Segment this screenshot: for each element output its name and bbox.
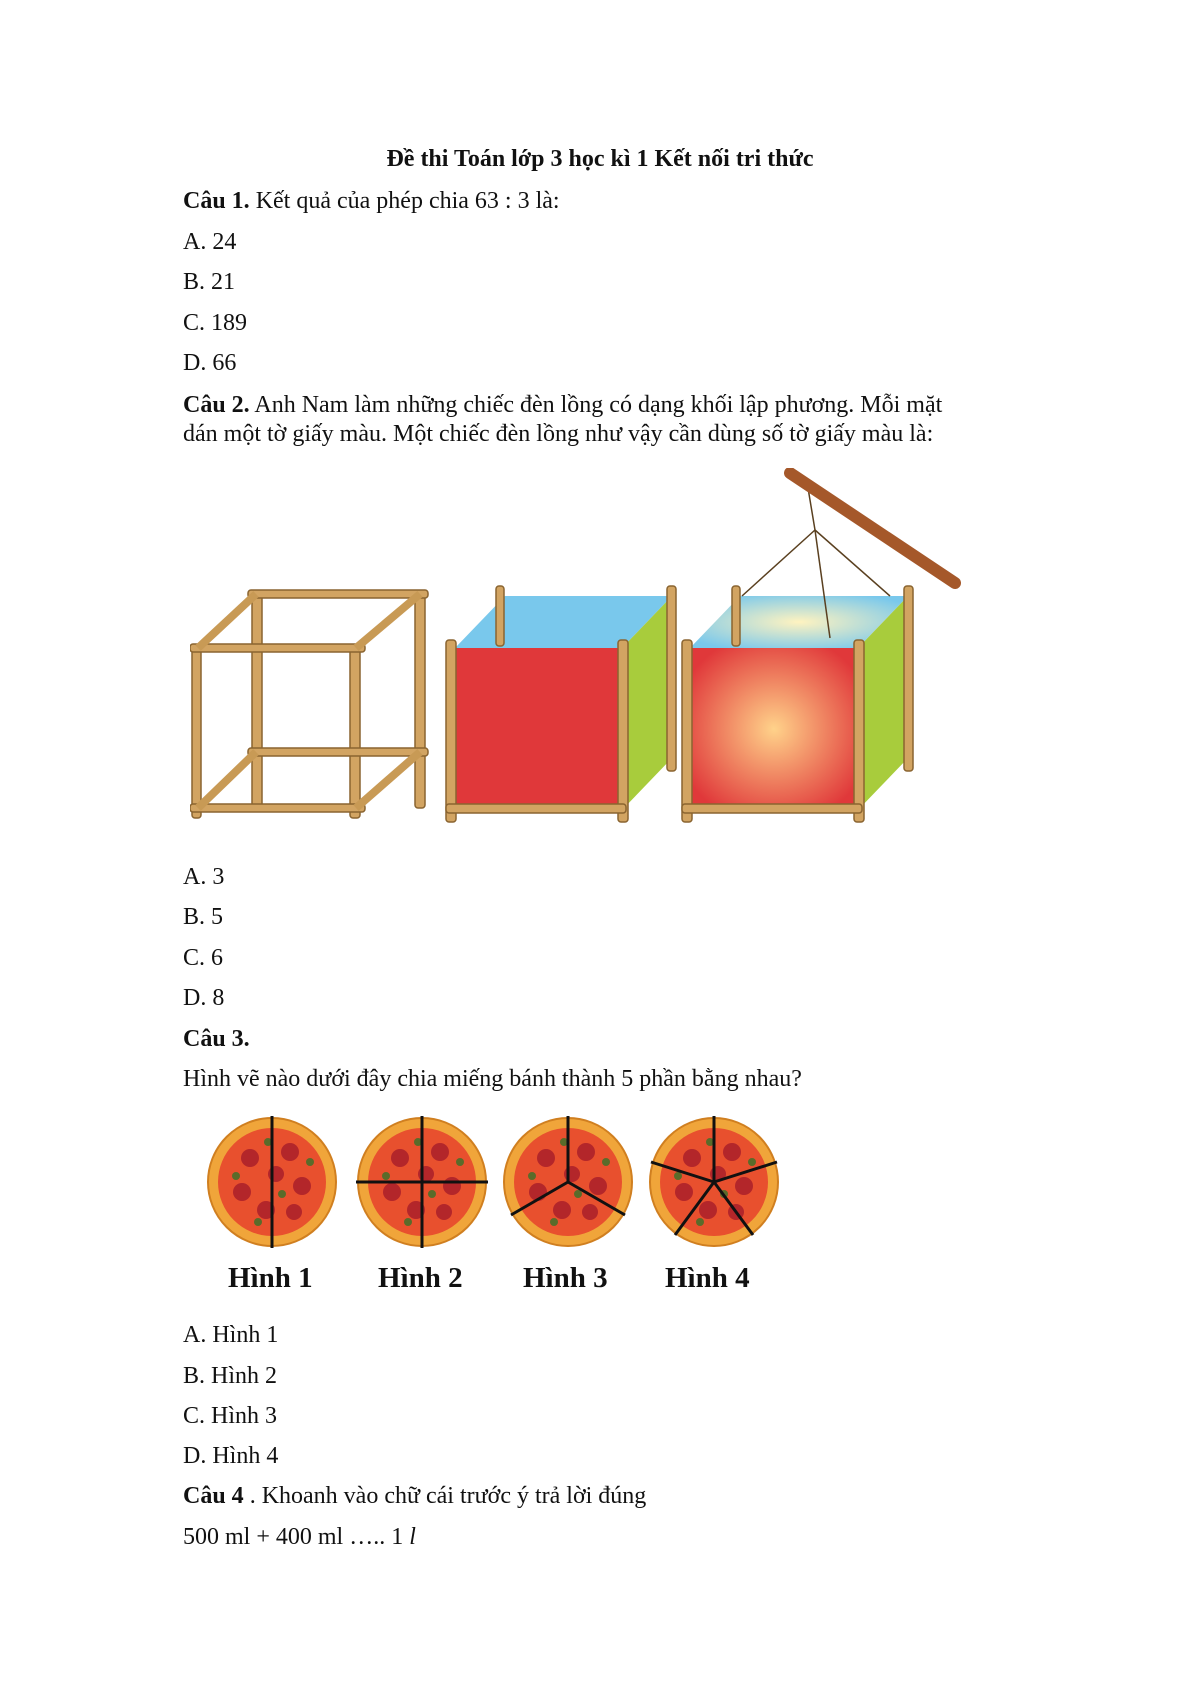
question-3-label: Câu 3. xyxy=(183,1026,250,1052)
question-3-option-a: A. Hình 1 xyxy=(183,1322,279,1348)
question-4-expression xyxy=(183,1524,416,1551)
pizza-figure-1 xyxy=(208,1116,336,1248)
question-4-expression-text: 500 ml + 400 ml ….. 1 xyxy=(183,1524,410,1550)
question-1-option-d: D. 66 xyxy=(183,350,237,376)
question-4 xyxy=(183,1483,646,1510)
question-3 xyxy=(183,1026,250,1053)
question-2-text-line2: dán một tờ giấy màu. Một chiếc đèn lồng như vậy cần dùng số tờ giấy màu là: xyxy=(183,421,934,447)
question-1-option-c: C. 189 xyxy=(183,310,248,336)
question-3-option-b: B. Hình 2 xyxy=(183,1363,278,1389)
question-1-text: Kết quả của phép chia 63 : 3 là: xyxy=(249,188,560,214)
question-2-option-a: A. 3 xyxy=(183,864,225,890)
question-2 xyxy=(183,392,942,419)
question-4-unit: l xyxy=(409,1524,416,1550)
pizza-illustration xyxy=(200,1108,800,1256)
question-4-text: . Khoanh vào chữ cái trước ý trả lời đúng xyxy=(243,1483,647,1509)
question-3-text: Hình vẽ nào dưới đây chia miếng bánh thành 5 phần bằng nhau? xyxy=(183,1066,802,1092)
lit-lantern-figure xyxy=(682,473,955,822)
bamboo-frame-figure xyxy=(190,590,428,818)
pizza-figure-4 xyxy=(650,1116,778,1246)
question-3-option-d: D. Hình 4 xyxy=(183,1443,279,1469)
lantern-illustration xyxy=(190,468,1010,828)
pizza-label-2: Hình 2 xyxy=(378,1262,463,1294)
question-1 xyxy=(183,188,560,215)
page-title: Đề thi Toán lớp 3 học kì 1 Kết nối tri thức xyxy=(386,146,814,172)
question-3-option-c: C. Hình 3 xyxy=(183,1403,278,1429)
pizza-figure-2 xyxy=(356,1116,488,1248)
question-1-label: Câu 1. xyxy=(183,188,250,214)
question-2-option-b: B. 5 xyxy=(183,904,224,930)
question-2-text-line1: Anh Nam làm những chiếc đèn lồng có dạng khối lập phương. Mỗi mặt xyxy=(249,392,943,418)
pizza-label-1: Hình 1 xyxy=(228,1262,313,1294)
question-4-label: Câu 4 xyxy=(183,1483,244,1509)
question-1-option-a: A. 24 xyxy=(183,229,237,255)
pizza-label-3: Hình 3 xyxy=(523,1262,608,1294)
pizza-label-4: Hình 4 xyxy=(665,1262,750,1294)
papered-lantern-figure xyxy=(446,586,676,822)
question-2-option-d: D. 8 xyxy=(183,985,225,1011)
pizza-figure-3 xyxy=(504,1116,632,1246)
question-2-option-c: C. 6 xyxy=(183,945,224,971)
question-2-label: Câu 2. xyxy=(183,392,250,418)
question-1-option-b: B. 21 xyxy=(183,269,236,295)
